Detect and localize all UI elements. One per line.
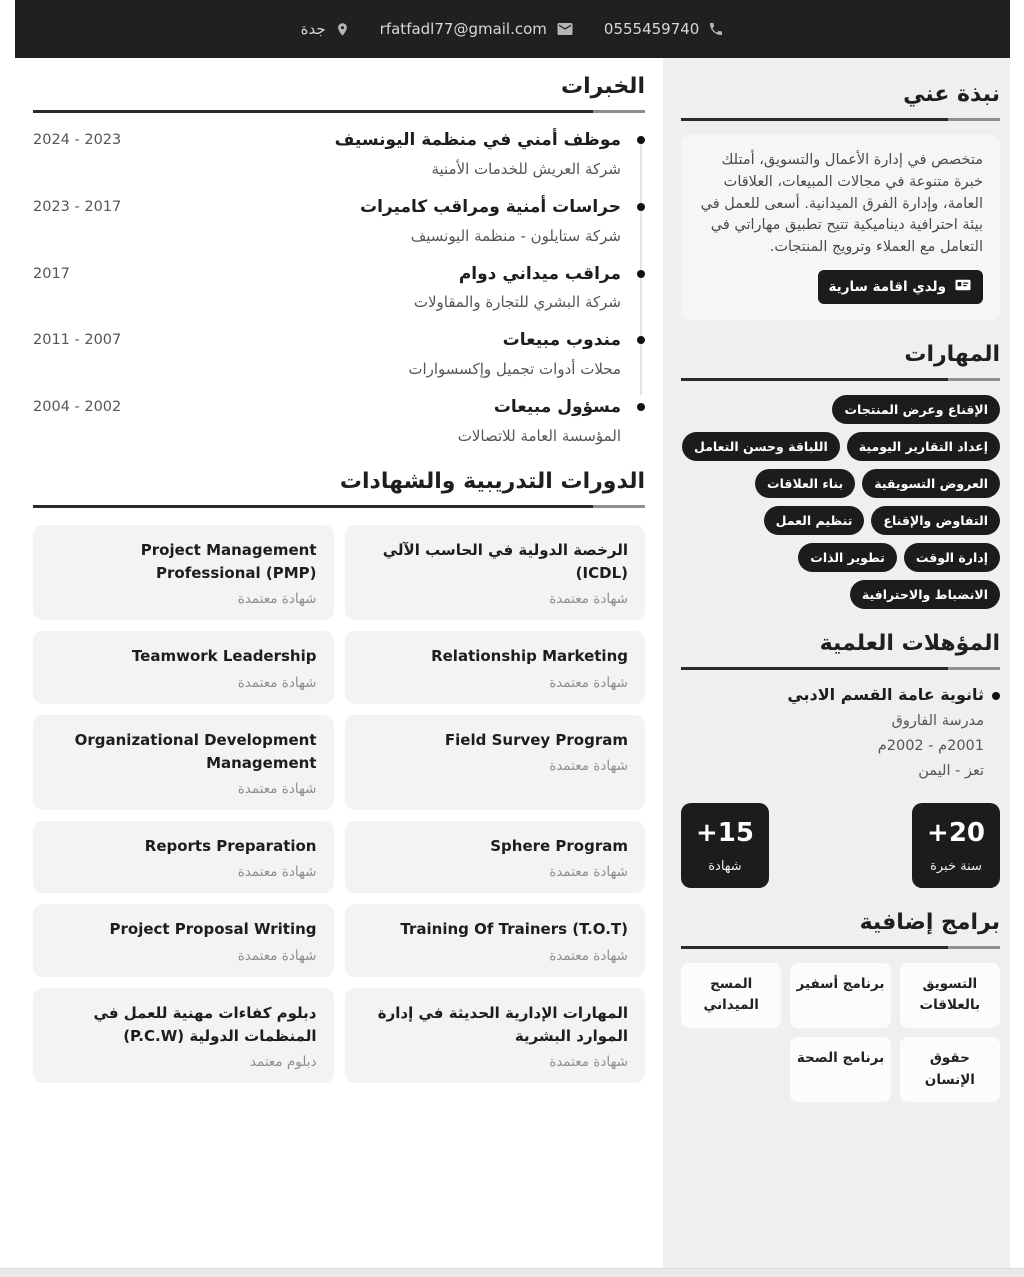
certificate-name: Sphere Program — [490, 837, 628, 856]
certificate-name: Organizational Development Management — [74, 730, 317, 772]
skill-pill: تطوير الذات — [798, 543, 897, 572]
date-range: 2023 - 2017 — [33, 198, 122, 215]
certificate-card — [33, 988, 334, 1084]
location-contact — [301, 20, 350, 38]
certificate-card — [33, 631, 334, 703]
company-name: شركة ستايلون - منظمة اليونسيف — [410, 226, 621, 245]
phone-icon — [708, 21, 724, 37]
certificate-note: شهادة معتمدة — [549, 864, 628, 881]
certificates-grid — [33, 525, 645, 1083]
section-divider — [33, 505, 645, 508]
experience-item — [33, 196, 621, 247]
about-title: نبذة عني — [903, 82, 1000, 107]
section-divider — [681, 667, 1000, 670]
skills-list — [681, 395, 1000, 609]
skill-pill: إدارة الوقت — [904, 543, 1000, 572]
cv-sheet — [15, 0, 1010, 1268]
certificate-card — [33, 821, 334, 893]
experience-timeline — [33, 129, 645, 447]
certificate-note: شهادة معتمدة — [549, 1054, 628, 1071]
program-card: برنامج أسفير — [790, 963, 890, 1028]
location-text: جدة — [300, 20, 326, 38]
certificate-name: دبلوم كفاءات مهنية للعمل في المنظمات الدولية (P.C.W) — [93, 1003, 317, 1045]
education-item — [681, 685, 1000, 779]
stat-card-certificates — [681, 803, 769, 888]
residency-badge-label: ولدي اقامة سارية — [828, 278, 946, 295]
company-name: محلات أدوات تجميل وإكسسوارات — [408, 360, 621, 379]
main-column — [15, 58, 663, 1268]
certificate-note: شهادة معتمدة — [237, 674, 317, 691]
sidebar — [663, 58, 1010, 1268]
certificate-card — [345, 525, 646, 621]
skill-pill: إعداد التقارير اليومية — [847, 432, 1000, 461]
education-school: مدرسة الفاروق — [891, 712, 984, 729]
experience-item — [33, 129, 621, 180]
skill-pill: التفاوض والإقناع — [871, 506, 1000, 535]
experience-title: الخبرات — [561, 74, 645, 99]
content-columns — [15, 58, 1010, 1268]
certificate-note: دبلوم معتمد — [249, 1054, 317, 1071]
page-bottom-edge — [0, 1268, 1024, 1277]
job-title: مراقب ميداني دوام — [458, 263, 621, 284]
stat-label: سنة خبرة — [930, 858, 982, 874]
education-location: تعز - اليمن — [918, 762, 984, 779]
education-degree: ثانوية عامة القسم الادبي — [681, 685, 1000, 704]
program-card: برنامج الصحة — [790, 1037, 890, 1102]
certificate-note: شهادة معتمدة — [549, 591, 628, 608]
programs-title: برامج إضافية — [859, 909, 1000, 935]
certificate-note: شهادة معتمدة — [549, 947, 628, 964]
section-divider — [681, 118, 1000, 121]
company-name: المؤسسة العامة للاتصالات — [457, 426, 621, 445]
certificate-card — [33, 904, 334, 976]
certificate-note: شهادة معتمدة — [237, 864, 317, 881]
phone-number: 0555459740 — [603, 20, 700, 38]
email-address: rfatfadl77@gmail.com — [379, 20, 547, 38]
skill-pill: العروض التسويقية — [862, 469, 1000, 498]
date-range: 2024 - 2023 — [33, 132, 122, 148]
certificate-card — [33, 715, 334, 811]
location-pin-icon — [335, 22, 350, 37]
education-years: 2001م - 2002م — [877, 737, 984, 754]
experience-item — [33, 263, 621, 314]
experience-section — [33, 74, 645, 447]
education-section — [681, 631, 1000, 888]
skill-pill: الإقناع وعرض المنتجات — [832, 395, 1000, 424]
skills-section — [681, 342, 1000, 609]
certificate-name: Project Proposal Writing — [109, 920, 317, 939]
about-section — [681, 82, 1000, 320]
date-range: 2004 - 2002 — [33, 399, 122, 416]
certificate-note: شهادة معتمدة — [549, 674, 628, 691]
certificate-note: شهادة معتمدة — [237, 947, 317, 964]
stats-row — [681, 803, 1000, 888]
stat-label: شهادة — [708, 858, 742, 874]
job-title: مندوب مبيعات — [502, 330, 621, 351]
certificate-note: شهادة معتمدة — [549, 757, 628, 774]
experience-item — [33, 396, 621, 447]
certificate-card — [345, 715, 646, 811]
programs-section — [681, 910, 1000, 1102]
program-card: المسح الميداني — [681, 963, 781, 1028]
certificate-card — [345, 631, 646, 703]
email-icon — [556, 20, 574, 38]
stat-value: +20 — [927, 817, 985, 848]
date-range: 2011 - 2007 — [33, 332, 122, 349]
experience-item — [33, 329, 621, 380]
education-title: المؤهلات العلمية — [819, 630, 1000, 656]
certificate-name: Reports Preparation — [144, 837, 317, 856]
job-title: حراسات أمنية ومراقب كاميرات — [360, 196, 621, 217]
certificate-card — [345, 904, 646, 976]
skill-pill: بناء العلاقات — [755, 469, 855, 498]
about-card — [681, 135, 1000, 320]
certificate-card — [345, 821, 646, 893]
job-title: مسؤول مبيعات — [493, 397, 621, 418]
skills-title: المهارات — [904, 341, 1000, 367]
certificate-name: Project Management Professional (PMP) — [140, 540, 317, 583]
skill-pill: الانضباط والاحترافية — [850, 580, 1000, 609]
program-card: التسويق بالعلاقات — [900, 963, 1000, 1028]
certificate-name: المهارات الإدارية الحديثة في إدارة الموارد البشرية — [377, 1003, 628, 1045]
date-range: 2017 — [33, 265, 70, 282]
id-card-icon — [954, 276, 972, 298]
certificate-note: شهادة معتمدة — [237, 591, 317, 608]
email-contact[interactable] — [380, 20, 574, 38]
certifications-title: الدورات التدريبية والشهادات — [339, 468, 645, 494]
company-name: شركة البشري للتجارة والمقاولات — [413, 293, 621, 312]
skill-pill: تنظيم العمل — [764, 506, 865, 535]
certificate-note: شهادة معتمدة — [237, 781, 317, 798]
section-divider — [681, 378, 1000, 381]
stat-card-experience — [912, 803, 1000, 888]
certifications-section — [33, 469, 645, 1083]
programs-grid — [681, 963, 1000, 1102]
stat-value: +15 — [696, 817, 754, 848]
job-title: موظف أمني في منظمة اليونسيف — [334, 130, 621, 150]
residency-badge — [818, 270, 984, 304]
certificate-name: الرخصة الدولية في الحاسب الآلي (ICDL) — [382, 540, 628, 583]
skill-pill: اللباقة وحسن التعامل — [682, 432, 840, 461]
about-text: متخصص في إدارة الأعمال والتسويق، أمتلك خبرة متنوعة في مجالات المبيعات، العلاقات العامة، وإدارة الفرق الميدانية. أسعى للعمل في بيئة احترافية ديناميكية تتيح تطبيق مهاراتي في التعامل مع العملاء وترويج المنتجات. — [700, 152, 983, 255]
certificate-name: Relationship Marketing — [431, 647, 628, 666]
program-card: حقوق الإنسان — [900, 1037, 1000, 1102]
certificate-name: Training Of Trainers (T.O.T) — [400, 920, 628, 939]
certificate-card — [33, 525, 334, 621]
company-name: شركة العريش للخدمات الأمنية — [431, 159, 621, 178]
section-divider — [681, 946, 1000, 949]
certificate-name: Field Survey Program — [444, 730, 628, 749]
contact-bar — [15, 0, 1010, 58]
certificate-name: Teamwork Leadership — [131, 647, 317, 666]
certificate-card — [345, 988, 646, 1084]
phone-contact[interactable] — [604, 20, 724, 38]
section-divider — [33, 110, 645, 113]
